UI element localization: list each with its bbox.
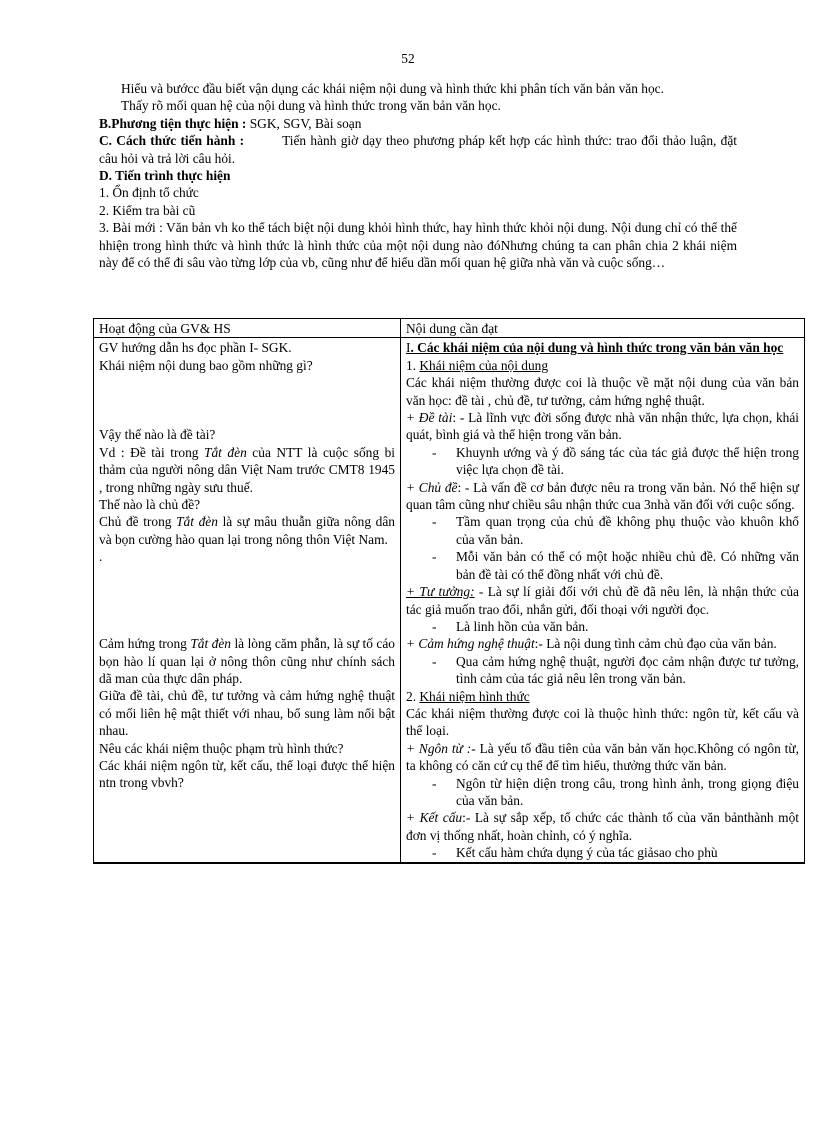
section-1-roman: I [406, 340, 411, 356]
subsection-1 [406, 357, 799, 374]
cam-hung [406, 635, 799, 652]
activities-column [94, 338, 401, 863]
cam-hung-label: + Cảm hứng nghệ thuật [406, 636, 535, 652]
de-tai-label: + Đề tài [406, 410, 453, 426]
chu-de-bullet-1: - Tầm quan trọng của chủ đề không phụ thuộc vào khuôn khổ của văn bản. [406, 513, 799, 548]
section-1-heading [406, 339, 799, 356]
left-p2: Khái niệm nội dung bao gồm những gì? [99, 357, 313, 373]
step-1: 1. Ổn định tổ chức [99, 185, 199, 201]
right-r1: Các khái niệm thường được coi là thuộc về mặt nội dung của văn bản văn học: đề tài , chủ đề, tư tưởng, cảm hứng nghệ thuật. [406, 375, 799, 408]
left-p9: Giữa đề tài, chủ đề, tư tưởng và cảm hứng nghệ thuật có mối liên hệ mật thiết với nhau, bổ sung làm nổi bật nhau. [99, 688, 395, 739]
left-p4-c: của NTT là cuộc sống bi thảm của người nông dân Việt Nam trước CMT8 1945 , trong những ngày sưu thuế. [99, 444, 395, 495]
left-p11: Các khái niệm ngôn từ, kết cấu, thể loại được thể hiện ntn trong vbvh? [99, 758, 395, 791]
lesson-table [93, 318, 805, 864]
ngon-tu [406, 740, 799, 775]
left-p4-title: Tắt đèn [204, 444, 247, 460]
section-d-heading: D. Tiến trình thực hiện [99, 168, 231, 184]
chu-de-label: + Chủ đề [406, 479, 458, 495]
left-p7: . [99, 549, 103, 565]
left-p6-title: Tắt đèn [176, 514, 218, 530]
ngon-tu-text: - Là yếu tố đầu tiên của văn bản văn học.Không có ngôn từ, ta không có căn cứ cụ thể để tìm hiểu, thưởng thức văn bản. [406, 740, 799, 774]
left-p8-c: là lòng căm phẫn, là sự tố cáo bọn hào lí quan lại ở nông thôn cũng như chính sách dã man của thực dân pháp. [99, 636, 396, 687]
lesson-intro [99, 80, 737, 271]
left-p4 [99, 444, 395, 496]
subsection-2 [406, 688, 799, 705]
cam-hung-bullet: - Qua cảm hứng nghệ thuật, người đọc cảm nhận được tư tưởng, tình cảm của tác giả nêu lên trong văn bản. [406, 653, 799, 688]
table-body-row [94, 338, 805, 863]
ket-cau-bullet: - Kết cấu hàm chứa dụng ý của tác giảsao cho phù [406, 844, 799, 861]
tu-tuong-text: - Là sự lí giải đối với chủ đề đã nêu lên, là nhận thức của tác giả muốn trao đổi, nhắn gửi, đối thoại với người đọc. [406, 584, 799, 617]
de-tai-bullet: - Khuynh ướng và ý đồ sáng tác của tác giả được thể hiện trong việc lựa chọn đề tài. [406, 444, 799, 479]
subsection-2-num: 2. [406, 688, 420, 704]
chu-de [406, 479, 799, 514]
cam-hung-text: :- Là nội dung tình cảm chủ đạo của văn bản. [534, 636, 777, 652]
table-header-row [94, 319, 805, 338]
left-p1: GV hướng dẫn hs đọc phần I- SGK. [99, 340, 292, 356]
section-b [99, 115, 737, 132]
left-p6-a: Chủ đề trong [99, 514, 177, 530]
section-c-heading: C. Cách thức tiến hành : [99, 133, 245, 149]
left-p8-title: Tắt đèn [190, 636, 231, 652]
objective-1: Hiểu và bướcc đầu biết vận dụng các khái niệm nội dung và hình thức khi phân tích văn bản văn học. [121, 81, 664, 96]
left-p10: Nêu các khái niệm thuộc phạm trù hình thức? [99, 740, 344, 756]
tu-tuong-label: + Tư tưởng: [406, 584, 475, 600]
tu-tuong [406, 583, 799, 618]
objective-2: Thấy rõ mối quan hệ của nội dung và hình thức trong văn bản văn học. [121, 98, 501, 114]
section-b-text: SGK, SGV, Bài soạn [246, 115, 362, 131]
header-content: Nội dung cần đạt [401, 319, 805, 338]
ket-cau-text: :- Là sự sắp xếp, tổ chức các thành tố của văn bảnthành một đơn vị thống nhất, hoàn chỉnh, có ý nghĩa. [406, 810, 799, 843]
tu-tuong-bullet: - Là linh hồn của văn bản. [406, 618, 799, 635]
section-b-heading: B.Phương tiện thực hiện : [99, 115, 247, 131]
left-p5: Thế nào là chủ đề? [99, 497, 201, 513]
ngon-tu-label: + Ngôn từ : [406, 740, 472, 756]
chu-de-text: : - Là vấn đề cơ bản được nêu ra trong văn bản. Nó thể hiện sự quan tâm cũng như chiều sâu nhận thức cua 3nhà văn đối với cuộc sống. [406, 479, 799, 513]
left-p8 [99, 635, 395, 687]
ket-cau [406, 809, 799, 844]
page-number: 52 [401, 51, 415, 66]
right-r2: Các khái niệm thường được coi là thuộc hình thức: ngôn từ, kết cấu và thể loại. [406, 705, 799, 739]
step-2: 2. Kiểm tra bài cũ [99, 202, 196, 218]
left-p4-a: Vd : Đề tài trong [99, 444, 205, 460]
ngon-tu-bullet: - Ngôn từ hiện diện trong câu, trong hình ảnh, trong giọng điệu của văn bản. [406, 775, 799, 810]
de-tai [406, 409, 799, 444]
subsection-2-title: Khái niệm hình thức [419, 688, 530, 704]
section-c-text: Tiến hành giờ dạy theo phương pháp kết hợp các hình thức: trao đổi thảo luận, đặt câu hỏi và trả lời câu hỏi. [99, 133, 737, 166]
step-3: 3. Bài mới : Văn bản vh ko thể tách biệt nội dung khỏi hình thức, hay hình thức khỏi nội dung. Nội dung chỉ có thể thể hhiện trong hình thức và hình thức là hình thức của một nội dung nào đóNhưng chúng ta can phân chia 2 khái niệm này để có thể đi sâu vào từng lớp của vb, cũng như để hiểu dần mối quan hệ giữa nhà văn và cuộc sống… [99, 220, 737, 271]
content-column [401, 338, 805, 863]
chu-de-bullet-2: - Mỗi văn bản có thể có một hoặc nhiều chủ đề. Có những văn bản đề tài có thể đồng nhất với chủ đề. [406, 548, 799, 583]
header-teacher-student: Hoạt động của GV& HS [94, 319, 401, 338]
left-p6 [99, 513, 395, 548]
subsection-1-num: 1. [406, 357, 420, 373]
left-p6-c: là sự mâu thuẫn giữa nông dân và bọn cường hào quan lại trong nông thôn Việt Nam. [99, 514, 395, 547]
de-tai-text: : - Là lĩnh vực đời sống được nhà văn nhận thức, lựa chọn, khái quát, bình giá và thể hiện trong văn bản. [406, 410, 800, 443]
section-c [99, 132, 737, 167]
section-1-title: . Các khái niệm của nội dung và hình thức trong văn bản văn học [410, 340, 784, 356]
ket-cau-label: + Kết cấu [406, 810, 463, 826]
subsection-1-title: Khái niệm của nội dung [419, 357, 549, 373]
left-p3: Vậy thế nào là đề tài? [99, 427, 216, 443]
left-p8-a: Cảm hứng trong [99, 636, 191, 652]
